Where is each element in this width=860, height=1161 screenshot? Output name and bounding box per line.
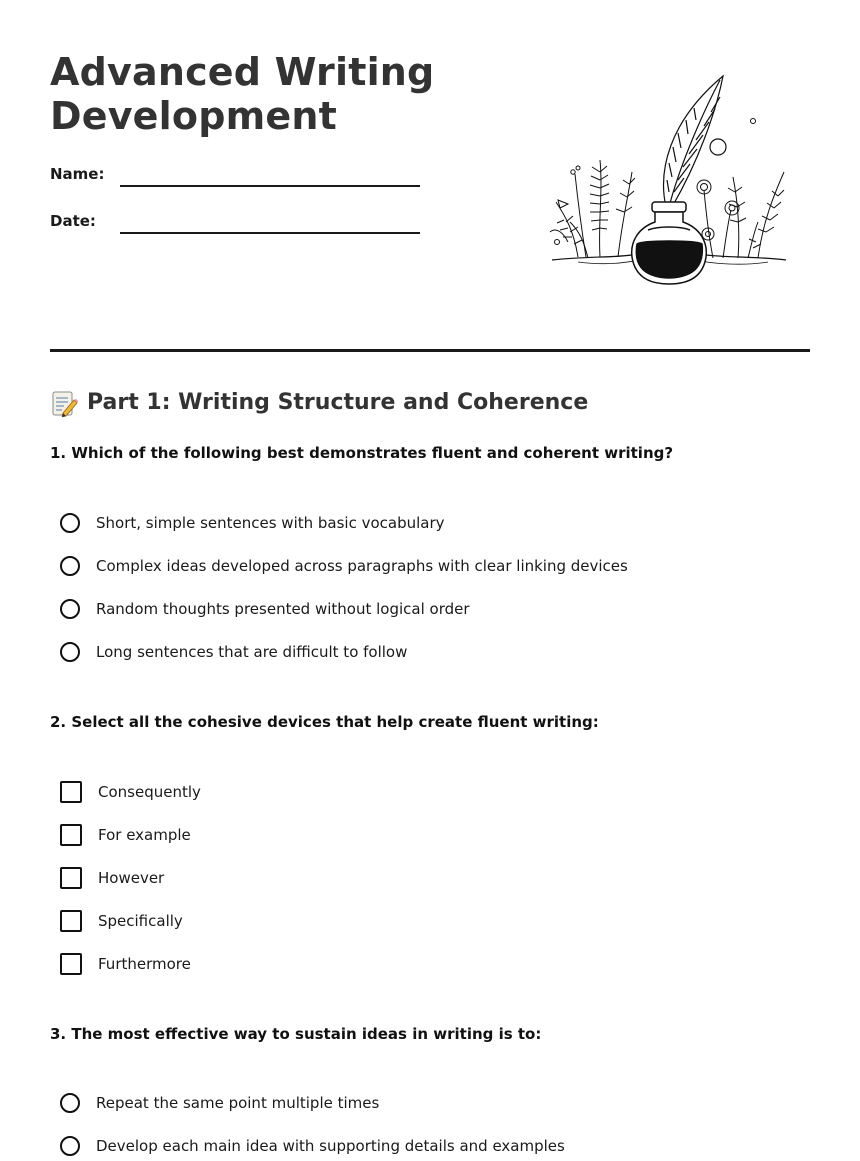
header-divider (50, 349, 810, 352)
q2-option-5[interactable] (60, 952, 191, 976)
option-label: Repeat the same point multiple times (96, 1094, 380, 1112)
radio-button[interactable] (60, 1136, 80, 1156)
section-title-text: Part 1: Writing Structure and Coherence (87, 390, 589, 415)
q1-option-2[interactable] (60, 554, 628, 578)
option-label: Complex ideas developed across paragraphs with clear linking devices (96, 557, 628, 575)
checkbox[interactable] (60, 824, 82, 846)
date-label: Date: (50, 212, 96, 230)
option-label: Consequently (98, 783, 201, 801)
q3-option-2[interactable] (60, 1134, 565, 1158)
radio-button[interactable] (60, 599, 80, 619)
q2-option-4[interactable] (60, 909, 183, 933)
q2-option-3[interactable] (60, 866, 164, 890)
worksheet-page (50, 0, 810, 1155)
question-3: 3. The most effective way to sustain ideas in writing is to: (50, 1025, 542, 1043)
radio-button[interactable] (60, 513, 80, 533)
section-title (50, 388, 588, 418)
q2-option-1[interactable] (60, 780, 201, 804)
title-line-1: Advanced Writing (50, 50, 435, 94)
question-1: 1. Which of the following best demonstrates fluent and coherent writing? (50, 444, 674, 462)
option-label: Random thoughts presented without logical order (96, 600, 470, 618)
worksheet-title (50, 50, 434, 138)
checkbox[interactable] (60, 867, 82, 889)
date-field[interactable] (50, 212, 420, 236)
worksheet-header (50, 0, 810, 352)
quill-inkwell-illustration (548, 72, 790, 288)
radio-button[interactable] (60, 556, 80, 576)
title-line-2: Development (50, 94, 337, 138)
checkbox[interactable] (60, 953, 82, 975)
q2-option-2[interactable] (60, 823, 191, 847)
radio-button[interactable] (60, 642, 80, 662)
question-2: 2. Select all the cohesive devices that help create fluent writing: (50, 713, 599, 731)
option-label: Specifically (98, 912, 183, 930)
option-label: Furthermore (98, 955, 191, 973)
name-label: Name: (50, 165, 105, 183)
q1-option-1[interactable] (60, 511, 445, 535)
name-field[interactable] (50, 165, 420, 189)
option-label: However (98, 869, 165, 887)
memo-icon (50, 389, 78, 417)
checkbox[interactable] (60, 781, 82, 803)
q1-option-4[interactable] (60, 640, 407, 664)
option-label: Develop each main idea with supporting details and examples (96, 1137, 565, 1155)
checkbox[interactable] (60, 910, 82, 932)
option-label: Short, simple sentences with basic vocabulary (96, 514, 445, 532)
q1-option-3[interactable] (60, 597, 470, 621)
date-line[interactable] (120, 232, 420, 234)
option-label: For example (98, 826, 191, 844)
q3-option-1[interactable] (60, 1091, 379, 1115)
radio-button[interactable] (60, 1093, 80, 1113)
option-label: Long sentences that are difficult to follow (96, 643, 408, 661)
name-line[interactable] (120, 185, 420, 187)
